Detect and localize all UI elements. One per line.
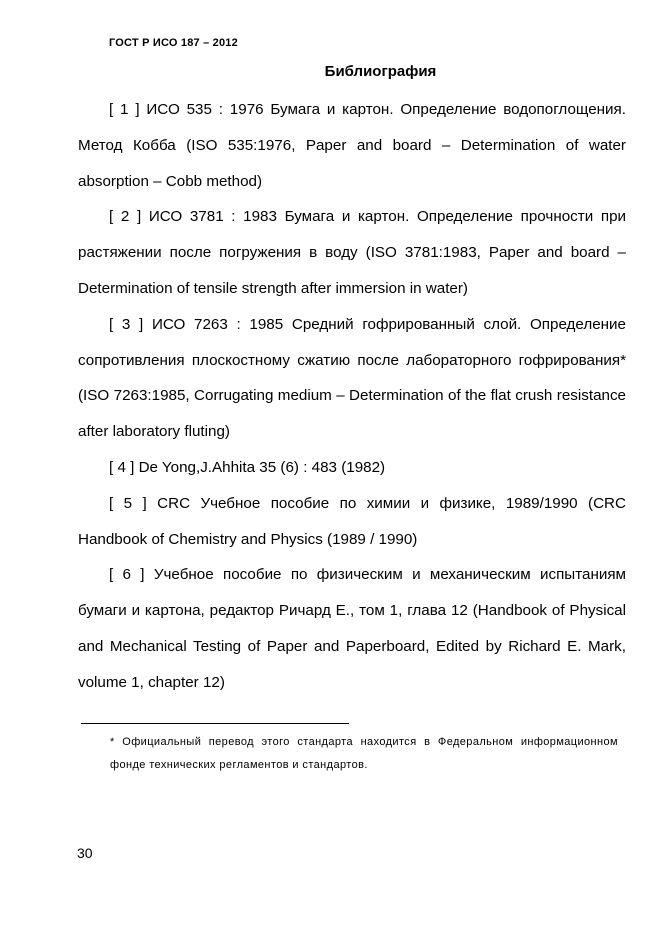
bibliography-entry — [78, 92, 626, 199]
bibliography-list — [78, 92, 626, 701]
entry-number: [ 5 ] — [109, 494, 147, 512]
document-header: ГОСТ Р ИСО 187 – 2012 — [109, 37, 238, 49]
bibliography-entry — [78, 307, 626, 450]
entry-text: Учебное пособие по физическим и механическим испытаниям бумаги и картона, редактор Ричард Е., том 1, глава 12 (Handbook of Physical and Mechanical Testing of Paper and Paperboard, Edited by Richard E. Mark, volume 1, chapter 12) — [78, 566, 626, 691]
entry-text: ИСО 7263 : 1985 Средний гофрированный слой. Определение сопротивления плоскостному сжатию после лабораторного гофрирования* (ISO 7263:1985, Corrugating medium – Determination of the flat crush resistance after laboratory fluting) — [78, 315, 626, 441]
footnote: * Официальный перевод этого стандарта находится в Федеральном информационном фонде технических регламентов и стандартов. — [110, 736, 618, 771]
entry-text: ИСО 3781 : 1983 Бумага и картон. Определение прочности при растяжении после погружения в воду (ISO 3781:1983, Paper and board – Determination of tensile strength after immersion in water) — [78, 208, 626, 297]
entry-number: [ 3 ] — [109, 315, 144, 333]
page-title: Библиография — [324, 63, 437, 80]
bibliography-entry — [78, 199, 626, 306]
page-number: 30 — [77, 845, 93, 861]
bibliography-entry — [78, 486, 626, 558]
entry-number: [ 1 ] — [109, 101, 140, 118]
bibliography-entry — [78, 450, 626, 486]
footnote-separator — [81, 723, 349, 724]
bibliography-entry — [78, 557, 626, 700]
entry-number: [ 4 ] — [109, 458, 135, 476]
entry-text: CRC Учебное пособие по химии и физике, 1989/1990 (CRC Handbook of Chemistry and Physics (1989 / 1990) — [78, 494, 626, 548]
entry-number: [ 2 ] — [109, 208, 142, 226]
entry-text: ИСО 535 : 1976 Бумага и картон. Определение водопоглощения. Метод Кобба (ISO 535:1976, Paper and board – Determination of water absorption – Cobb method) — [78, 101, 626, 190]
entry-number: [ 6 ] — [109, 566, 145, 584]
entry-text: De Yong,J.Ahhita 35 (6) : 483 (1982) — [138, 458, 386, 476]
